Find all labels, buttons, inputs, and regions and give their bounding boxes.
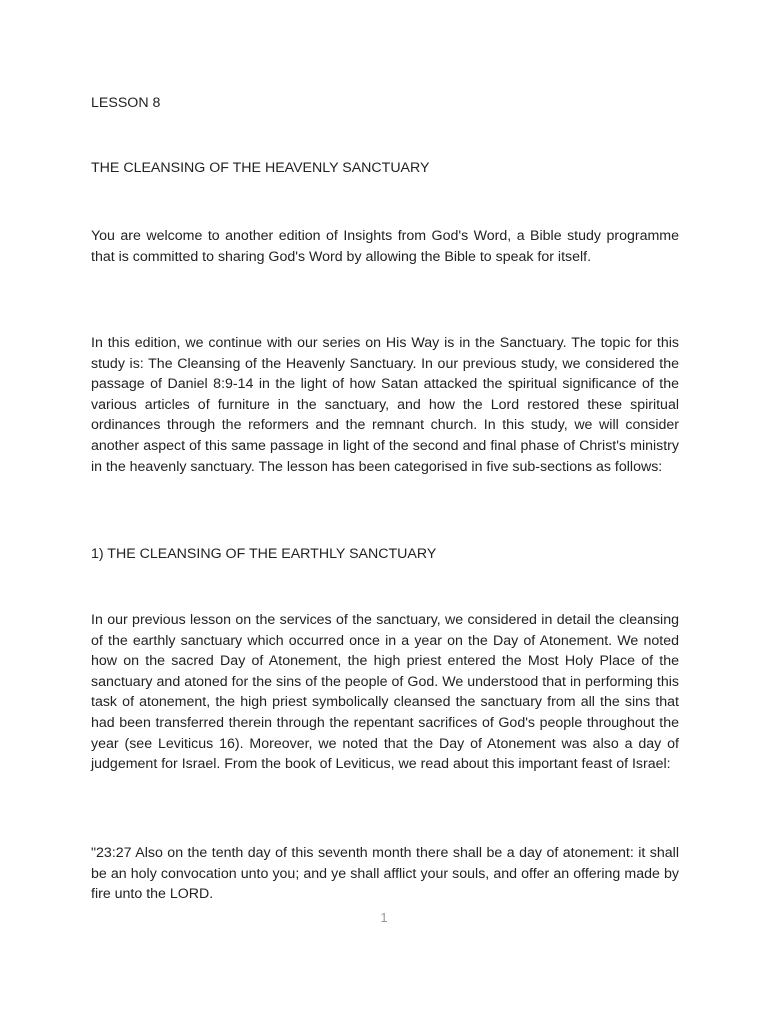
overview-paragraph: In this edition, we continue with our series on His Way is in the Sanctuary. The topic for this study is: The Cleansing of the Heavenly Sanctuary. In our previous study, we considered the passage of Daniel 8:9-14 in the light of how Satan attacked the spiritual significance of the various articles of furniture in the sanctuary, and how the Lord restored these spiritual ordinances through the reformers and the remnant church. In this study, we will consider another aspect of this same passage in light of the second and final phase of Christ's ministry in the heavenly sanctuary. The lesson has been categorised in five sub-sections as follows: [91,335,679,475]
section-1-heading: 1) THE CLEANSING OF THE EARTHLY SANCTUARY [91,546,437,562]
lesson-label: LESSON 8 [91,95,161,111]
quote-paragraph: "23:27 Also on the tenth day of this seventh month there shall be a day of atonement: it shall be an holy convocation unto you; and ye shall afflict your souls, and offer an offering made by fire unto the LORD. [91,845,679,903]
page-number: 1 [380,910,388,925]
section-1-paragraph: In our previous lesson on the services of the sanctuary, we considered in detail the cleansing of the earthly sanctuary which occurred once in a year on the Day of Atonement. We noted how on the sacred Day of Atonement, the high priest entered the Most Holy Place of the sanctuary and atoned for the sins of the people of God. We understood that in performing this task of atonement, the high priest symbolically cleansed the sanctuary from all the sins that had been transferred therein through the repentant sacrifices of God's people throughout the year (see Leviticus 16). Moreover, we noted that the Day of Atonement was also a day of judgement for Israel. From the book of Leviticus, we read about this important feast of Israel: [91,612,679,773]
lesson-title: THE CLEANSING OF THE HEAVENLY SANCTUARY [91,160,430,176]
intro-paragraph: You are welcome to another edition of Insights from God's Word, a Bible study programme that is committed to sharing God's Word by allowing the Bible to speak for itself. [91,228,679,265]
